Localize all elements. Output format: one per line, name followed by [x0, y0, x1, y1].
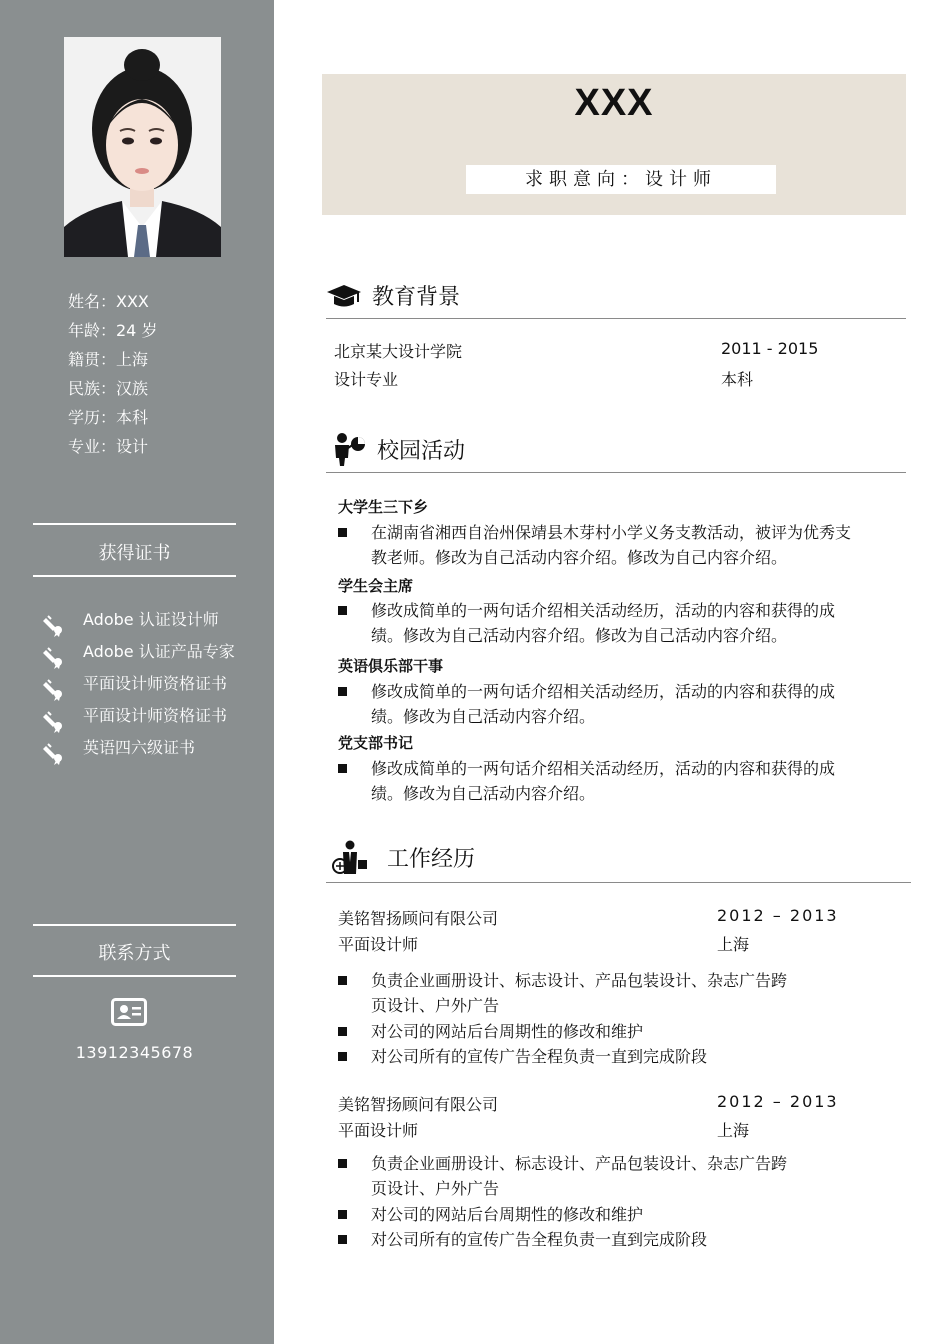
job-position: 平面设计师 — [338, 1121, 419, 1140]
activity-role: 学生会主席 — [338, 577, 414, 595]
certificate-ribbon-icon — [42, 613, 66, 637]
education-section-header — [326, 274, 906, 314]
certificate-label: 平面设计师资格证书 — [83, 674, 228, 693]
bullet-square-icon — [338, 1235, 347, 1244]
certificates-divider-bottom — [33, 575, 236, 577]
bullet-square-icon — [338, 528, 347, 537]
job-city: 上海 — [717, 1121, 750, 1140]
certificate-label: 英语四六级证书 — [83, 738, 196, 757]
work-divider — [326, 882, 911, 883]
certificate-label: Adobe 认证产品专家 — [83, 642, 235, 661]
bullet-square-icon — [338, 1159, 347, 1168]
info-ethnicity: 民族：汉族 — [68, 379, 149, 398]
job-city: 上海 — [717, 935, 750, 954]
personal-info-list — [68, 290, 157, 464]
contact-divider-top — [33, 924, 236, 926]
job-period: 2012 – 2013 — [717, 906, 839, 925]
activity-role: 大学生三下乡 — [338, 498, 429, 516]
education-divider — [326, 318, 906, 319]
campus-title: 校园活动 — [377, 439, 466, 464]
graduation-cap-icon — [326, 278, 362, 312]
bullet-square-icon — [338, 976, 347, 985]
job-duty: 负责企业画册设计、标志设计、产品包装设计、杂志广告跨页设计、户外广告 — [338, 968, 798, 1018]
info-age: 年龄：24 岁 — [68, 321, 158, 340]
education-major: 设计专业 — [334, 370, 399, 389]
job-duty: 对公司所有的宣传广告全程负责一直到完成阶段 — [338, 1227, 858, 1252]
education-school: 北京某大设计学院 — [334, 342, 463, 361]
job-duty: 对公司的网站后台周期性的修改和维护 — [338, 1019, 858, 1044]
job-duty: 对公司所有的宣传广告全程负责一直到完成阶段 — [338, 1044, 858, 1069]
education-degree: 本科 — [721, 370, 754, 389]
info-hometown: 籍贯：上海 — [68, 350, 149, 369]
certificate-label: 平面设计师资格证书 — [83, 706, 228, 725]
contact-title: 联系方式 — [98, 943, 171, 964]
certificate-label: Adobe 认证设计师 — [83, 610, 219, 629]
job-intent: 求职意向：设计师 — [466, 165, 776, 194]
activity-desc: 修改成简单的一两句话介绍相关活动经历，活动的内容和获得的成绩。修改为自己活动内容介绍。 — [338, 679, 858, 729]
certificate-item — [40, 735, 235, 767]
activity-desc: 修改成简单的一两句话介绍相关活动经历，活动的内容和获得的成绩。修改为自己活动内容介绍。修改为自己活动内容介绍。 — [338, 598, 858, 648]
bullet-square-icon — [338, 687, 347, 696]
bullet-square-icon — [338, 606, 347, 615]
activity-desc: 修改成简单的一两句话介绍相关活动经历，活动的内容和获得的成绩。修改为自己活动内容介绍。 — [338, 756, 858, 806]
certificates-list — [40, 607, 235, 767]
profile-photo — [64, 37, 221, 257]
activity-desc: 在湖南省湘西自治州保靖县木芽村小学义务支教活动，被评为优秀支教老师。修改为自己活动内容介绍。修改为自己内容介绍。 — [338, 520, 858, 570]
certificate-item — [40, 639, 235, 671]
activity-role: 英语俱乐部干事 — [338, 657, 444, 675]
education-years: 2011 - 2015 — [721, 339, 819, 358]
job-company: 美铭智扬顾问有限公司 — [338, 909, 499, 928]
job-position: 平面设计师 — [338, 935, 419, 954]
certificates-divider-top — [33, 523, 236, 525]
candidate-name — [322, 82, 906, 125]
phone-number[interactable]: 13912345678 — [75, 1043, 194, 1062]
info-major: 专业：设计 — [68, 437, 149, 456]
work-section-header — [326, 836, 906, 876]
contact-divider-bottom — [33, 975, 236, 977]
education-title: 教育背景 — [372, 285, 461, 310]
info-education: 学历：本科 — [68, 408, 149, 427]
info-name: 姓名：XXX — [68, 292, 149, 311]
job-duty: 对公司的网站后台周期性的修改和维护 — [338, 1202, 858, 1227]
candidate-name-text: XXX — [574, 82, 654, 124]
contact-card-icon — [111, 998, 147, 1026]
bullet-square-icon — [338, 1027, 347, 1036]
job-company: 美铭智扬顾问有限公司 — [338, 1095, 499, 1114]
certificate-ribbon-icon — [42, 709, 66, 733]
activity-role: 党支部书记 — [338, 734, 414, 752]
job-duty: 负责企业画册设计、标志设计、产品包装设计、杂志广告跨页设计、户外广告 — [338, 1151, 798, 1201]
bullet-square-icon — [338, 1052, 347, 1061]
certificate-item — [40, 671, 235, 703]
certificates-title: 获得证书 — [98, 543, 171, 564]
certificate-item — [40, 607, 235, 639]
campus-section-header — [326, 428, 906, 468]
certificate-ribbon-icon — [42, 677, 66, 701]
campus-divider — [326, 472, 906, 473]
businessman-icon — [332, 840, 368, 874]
certificate-ribbon-icon — [42, 645, 66, 669]
presenter-icon — [332, 432, 368, 466]
job-period: 2012 – 2013 — [717, 1092, 839, 1111]
certificate-item — [40, 703, 235, 735]
header-box — [322, 74, 906, 215]
work-title: 工作经历 — [387, 847, 476, 872]
certificate-ribbon-icon — [42, 741, 66, 765]
sidebar — [0, 0, 274, 1344]
bullet-square-icon — [338, 1210, 347, 1219]
bullet-square-icon — [338, 764, 347, 773]
